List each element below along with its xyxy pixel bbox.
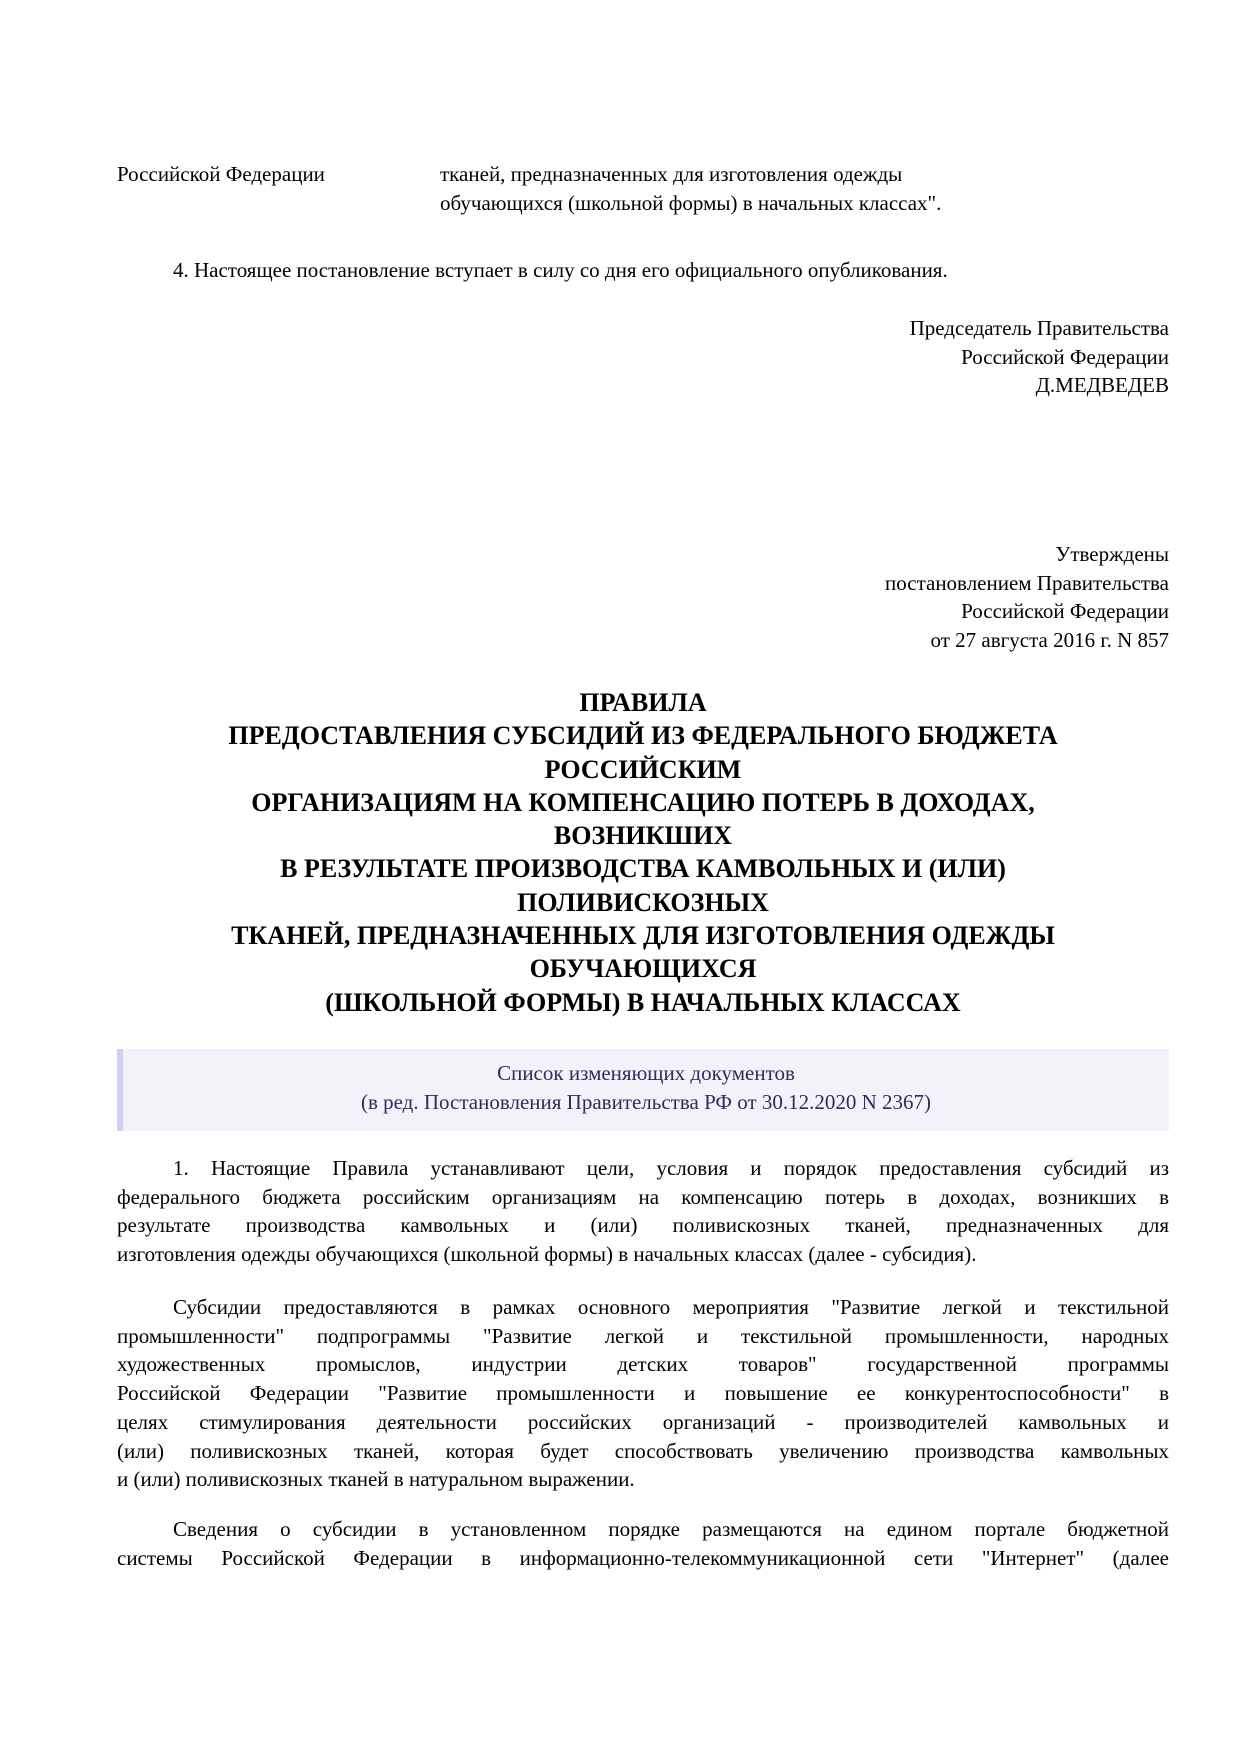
approval-line: Российской Федерации — [961, 599, 1169, 624]
text-line: Субсидии предоставляются в рамках основного мероприятия "Развитие легкой и текстильной — [173, 1295, 1169, 1319]
clause-4: 4. Настоящее постановление вступает в силу со дня его официального опубликования. — [173, 258, 948, 282]
text-line: системы Российской Федерации в информационно-телекоммуникационной сети "Интернет" (далее — [117, 1545, 1169, 1570]
signature-line: Председатель Правительства — [909, 316, 1169, 340]
table-left-cell: Российской Федерации — [117, 162, 325, 186]
table-right-cell-line-1: тканей, предназначенных для изготовления одежды — [440, 162, 903, 186]
text-line: промышленности" подпрограммы "Развитие легкой и текстильной промышленности, народных — [117, 1323, 1169, 1348]
text-line: Российской Федерации "Развитие промышленности и повышение ее конкурентоспособности" в — [117, 1381, 1169, 1406]
title-line: ПРАВИЛА — [579, 688, 707, 717]
signature-block — [910, 314, 1169, 400]
signature-line: Российской Федерации — [961, 344, 1169, 369]
text-line: результате производства камвольных и (или) поливискозных тканей, предназначенных для — [117, 1213, 1169, 1238]
amendments-title: Список изменяющих документов — [497, 1061, 795, 1085]
title-line: ПРЕДОСТАВЛЕНИЯ СУБСИДИЙ ИЗ ФЕДЕРАЛЬНОГО БЮДЖЕТА — [228, 721, 1058, 751]
title-line: ТКАНЕЙ, ПРЕДНАЗНАЧЕННЫХ ДЛЯ ИЗГОТОВЛЕНИЯ ОДЕЖДЫ — [231, 921, 1055, 951]
amendments-reference: (в ред. Постановления Правительства РФ от 30.12.2020 N 2367) — [360, 1089, 932, 1114]
table-right-cell-line-2: обучающихся (школьной формы) в начальных классах". — [440, 191, 942, 215]
text-line: целях стимулирования деятельности российских организаций - производителей камвольных и — [117, 1409, 1169, 1434]
approval-line: постановлением Правительства — [884, 570, 1169, 595]
paragraph-3 — [117, 1515, 1169, 1572]
title-line: В РЕЗУЛЬТАТЕ ПРОИЗВОДСТВА КАМВОЛЬНЫХ И (ИЛИ) — [280, 854, 1006, 884]
amendments-box — [117, 1049, 1169, 1131]
text-line: изготовления одежды обучающихся (школьной формы) в начальных классах (далее - субсидия). — [117, 1242, 977, 1267]
title-line: ПОЛИВИСКОЗНЫХ — [517, 887, 769, 917]
title-line: (ШКОЛЬНОЙ ФОРМЫ) В НАЧАЛЬНЫХ КЛАССАХ — [325, 987, 961, 1017]
text-line: художественных промыслов, индустрии детских товаров" государственной программы — [117, 1352, 1169, 1377]
text-line: и (или) поливискозных тканей в натуральном выражении. — [117, 1467, 635, 1492]
signature-name: Д.МЕДВЕДЕВ — [1035, 373, 1169, 398]
approval-date: от 27 августа 2016 г. N 857 — [930, 628, 1169, 653]
document-title — [117, 686, 1169, 1019]
title-line: ВОЗНИКШИХ — [553, 821, 733, 851]
text-line: 1. Настоящие Правила устанавливают цели, условия и порядок предоставления субсидий из — [173, 1156, 1169, 1180]
approval-block — [885, 540, 1169, 655]
paragraph-2 — [117, 1293, 1169, 1494]
title-line: ОБУЧАЮЩИХСЯ — [529, 954, 757, 984]
title-line: РОССИЙСКИМ — [544, 754, 742, 784]
text-line: (или) поливискозных тканей, которая будет способствовать увеличению производства камвольных — [117, 1438, 1169, 1463]
title-line: ОРГАНИЗАЦИЯМ НА КОМПЕНСАЦИЮ ПОТЕРЬ В ДОХОДАХ, — [251, 787, 1035, 817]
paragraph-1 — [117, 1154, 1169, 1269]
text-line: Сведения о субсидии в установленном порядке размещаются на едином портале бюджетной — [173, 1517, 1169, 1541]
text-line: федерального бюджета российским организациям на компенсацию потерь в доходах, возникших в — [117, 1184, 1169, 1209]
approval-line: Утверждены — [1055, 542, 1169, 566]
